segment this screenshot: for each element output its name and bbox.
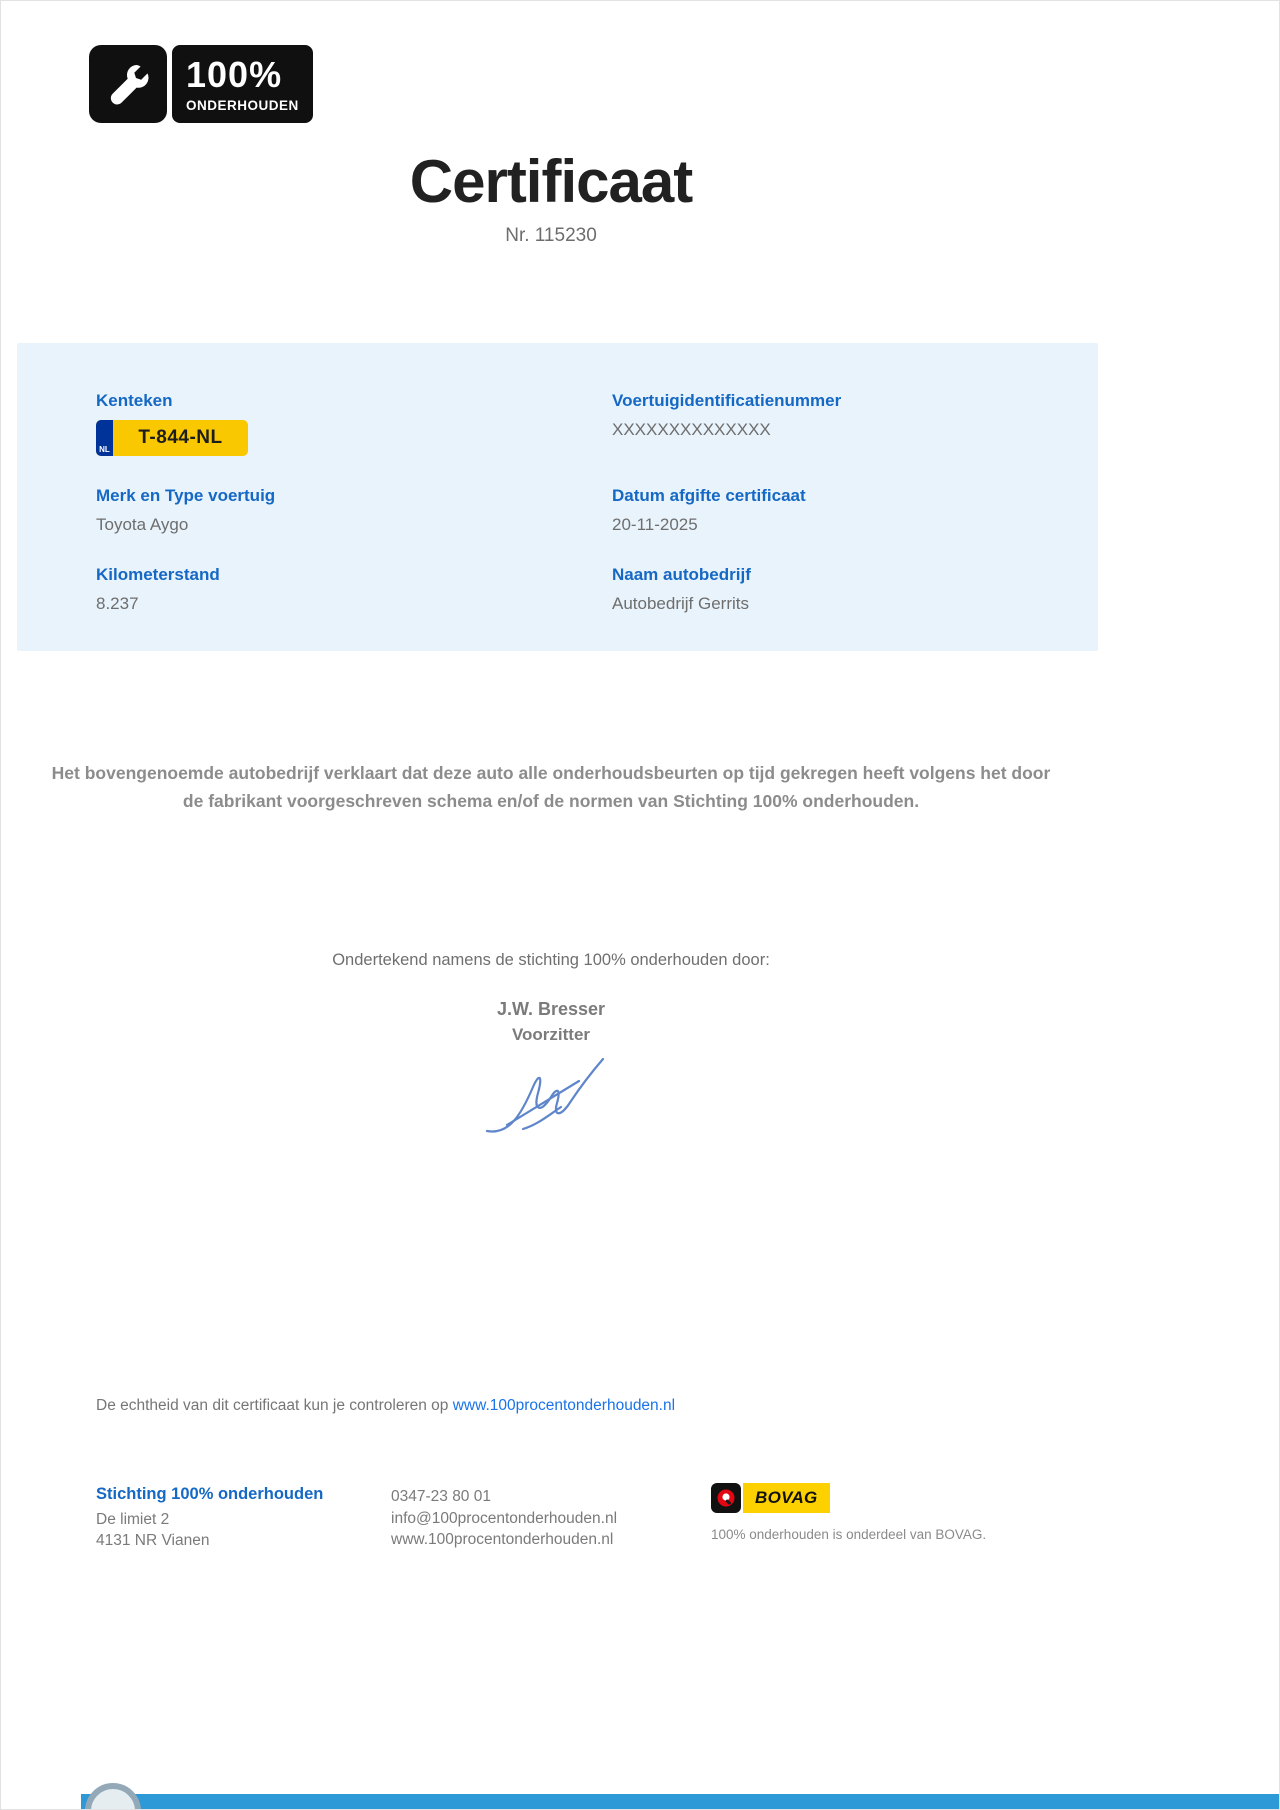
plate-nl-strip [96,420,113,456]
kilometerstand-label: Kilometerstand [96,565,220,584]
field-autobedrijf [612,565,1078,614]
signing-intro: Ondertekend namens de stichting 100% onderhouden door: [332,951,770,969]
logo-text-box [172,45,313,123]
footer-website: www.100procentonderhouden.nl [391,1531,614,1549]
footer-organisation [96,1483,323,1552]
bottom-accent-bar [81,1794,1279,1809]
autobedrijf-value: Autobedrijf Gerrits [612,594,749,613]
license-plate [96,420,248,456]
logo-100-onderhouden [89,45,313,123]
plate-number: T-844-NL [138,427,223,448]
signer-role: Voorzitter [511,1025,591,1044]
bovag-wordmark: BOVAG [743,1483,830,1513]
footer-address-line2: 4131 NR Vianen [96,1532,210,1550]
kenteken-label: Kenteken [96,391,173,410]
logo-percent-text: 100% [186,53,283,95]
verify-link[interactable]: www.100procentonderhouden.nl [452,1397,676,1414]
vin-label: Voertuigidentificatienummer [612,391,842,410]
verify-line [96,1397,675,1415]
merk-value: Toyota Aygo [96,515,189,534]
bovag-tagline: 100% onderhouden is onderdeel van BOVAG. [711,1527,987,1542]
footer-address-line1: De limiet 2 [96,1511,170,1529]
footer-phone: 0347-23 80 01 [391,1488,491,1505]
footer-org-name: Stichting 100% onderhouden [96,1485,324,1503]
bottom-left-roundel [85,1783,141,1810]
field-vin [612,391,1078,456]
plate-country-code: NL [99,445,110,454]
wrench-icon [89,45,167,123]
vehicle-details-panel [17,343,1098,651]
vehicle-details-grid [17,343,1098,644]
bovag-roundel-icon [711,1483,741,1513]
field-kenteken [96,391,612,456]
merk-label: Merk en Type voertuig [96,486,276,505]
signature-image [479,1051,629,1146]
signer-name: J.W. Bresser [496,999,606,1019]
footer-contact [391,1486,617,1551]
verify-text: De echtheid van dit certificaat kun je controleren op [96,1397,449,1414]
logo-name-text: ONDERHOUDEN [186,97,299,113]
datum-label: Datum afgifte certificaat [612,486,806,505]
vin-value: XXXXXXXXXXXXXX [612,420,771,439]
declaration-text: Het bovengenoemde autobedrijf verklaart dat deze auto alle onderhoudsbeurten op tijd gekregen heeft volgens het door de fabrikant voorgeschreven schema en/of de normen van Stichting 100% onderhouden. [51,763,1051,811]
autobedrijf-label: Naam autobedrijf [612,565,751,584]
datum-value: 20-11-2025 [612,515,698,534]
field-merk [96,486,612,535]
footer-email: info@100procentonderhouden.nl [391,1509,618,1527]
field-datum [612,486,1078,535]
certificate-number: Nr. 115230 [505,225,597,246]
field-kilometerstand [96,565,612,614]
bovag-logo [711,1483,986,1513]
kilometerstand-value: 8.237 [96,594,139,613]
page-title: Certificaat [409,148,693,215]
footer-bovag [711,1483,986,1542]
